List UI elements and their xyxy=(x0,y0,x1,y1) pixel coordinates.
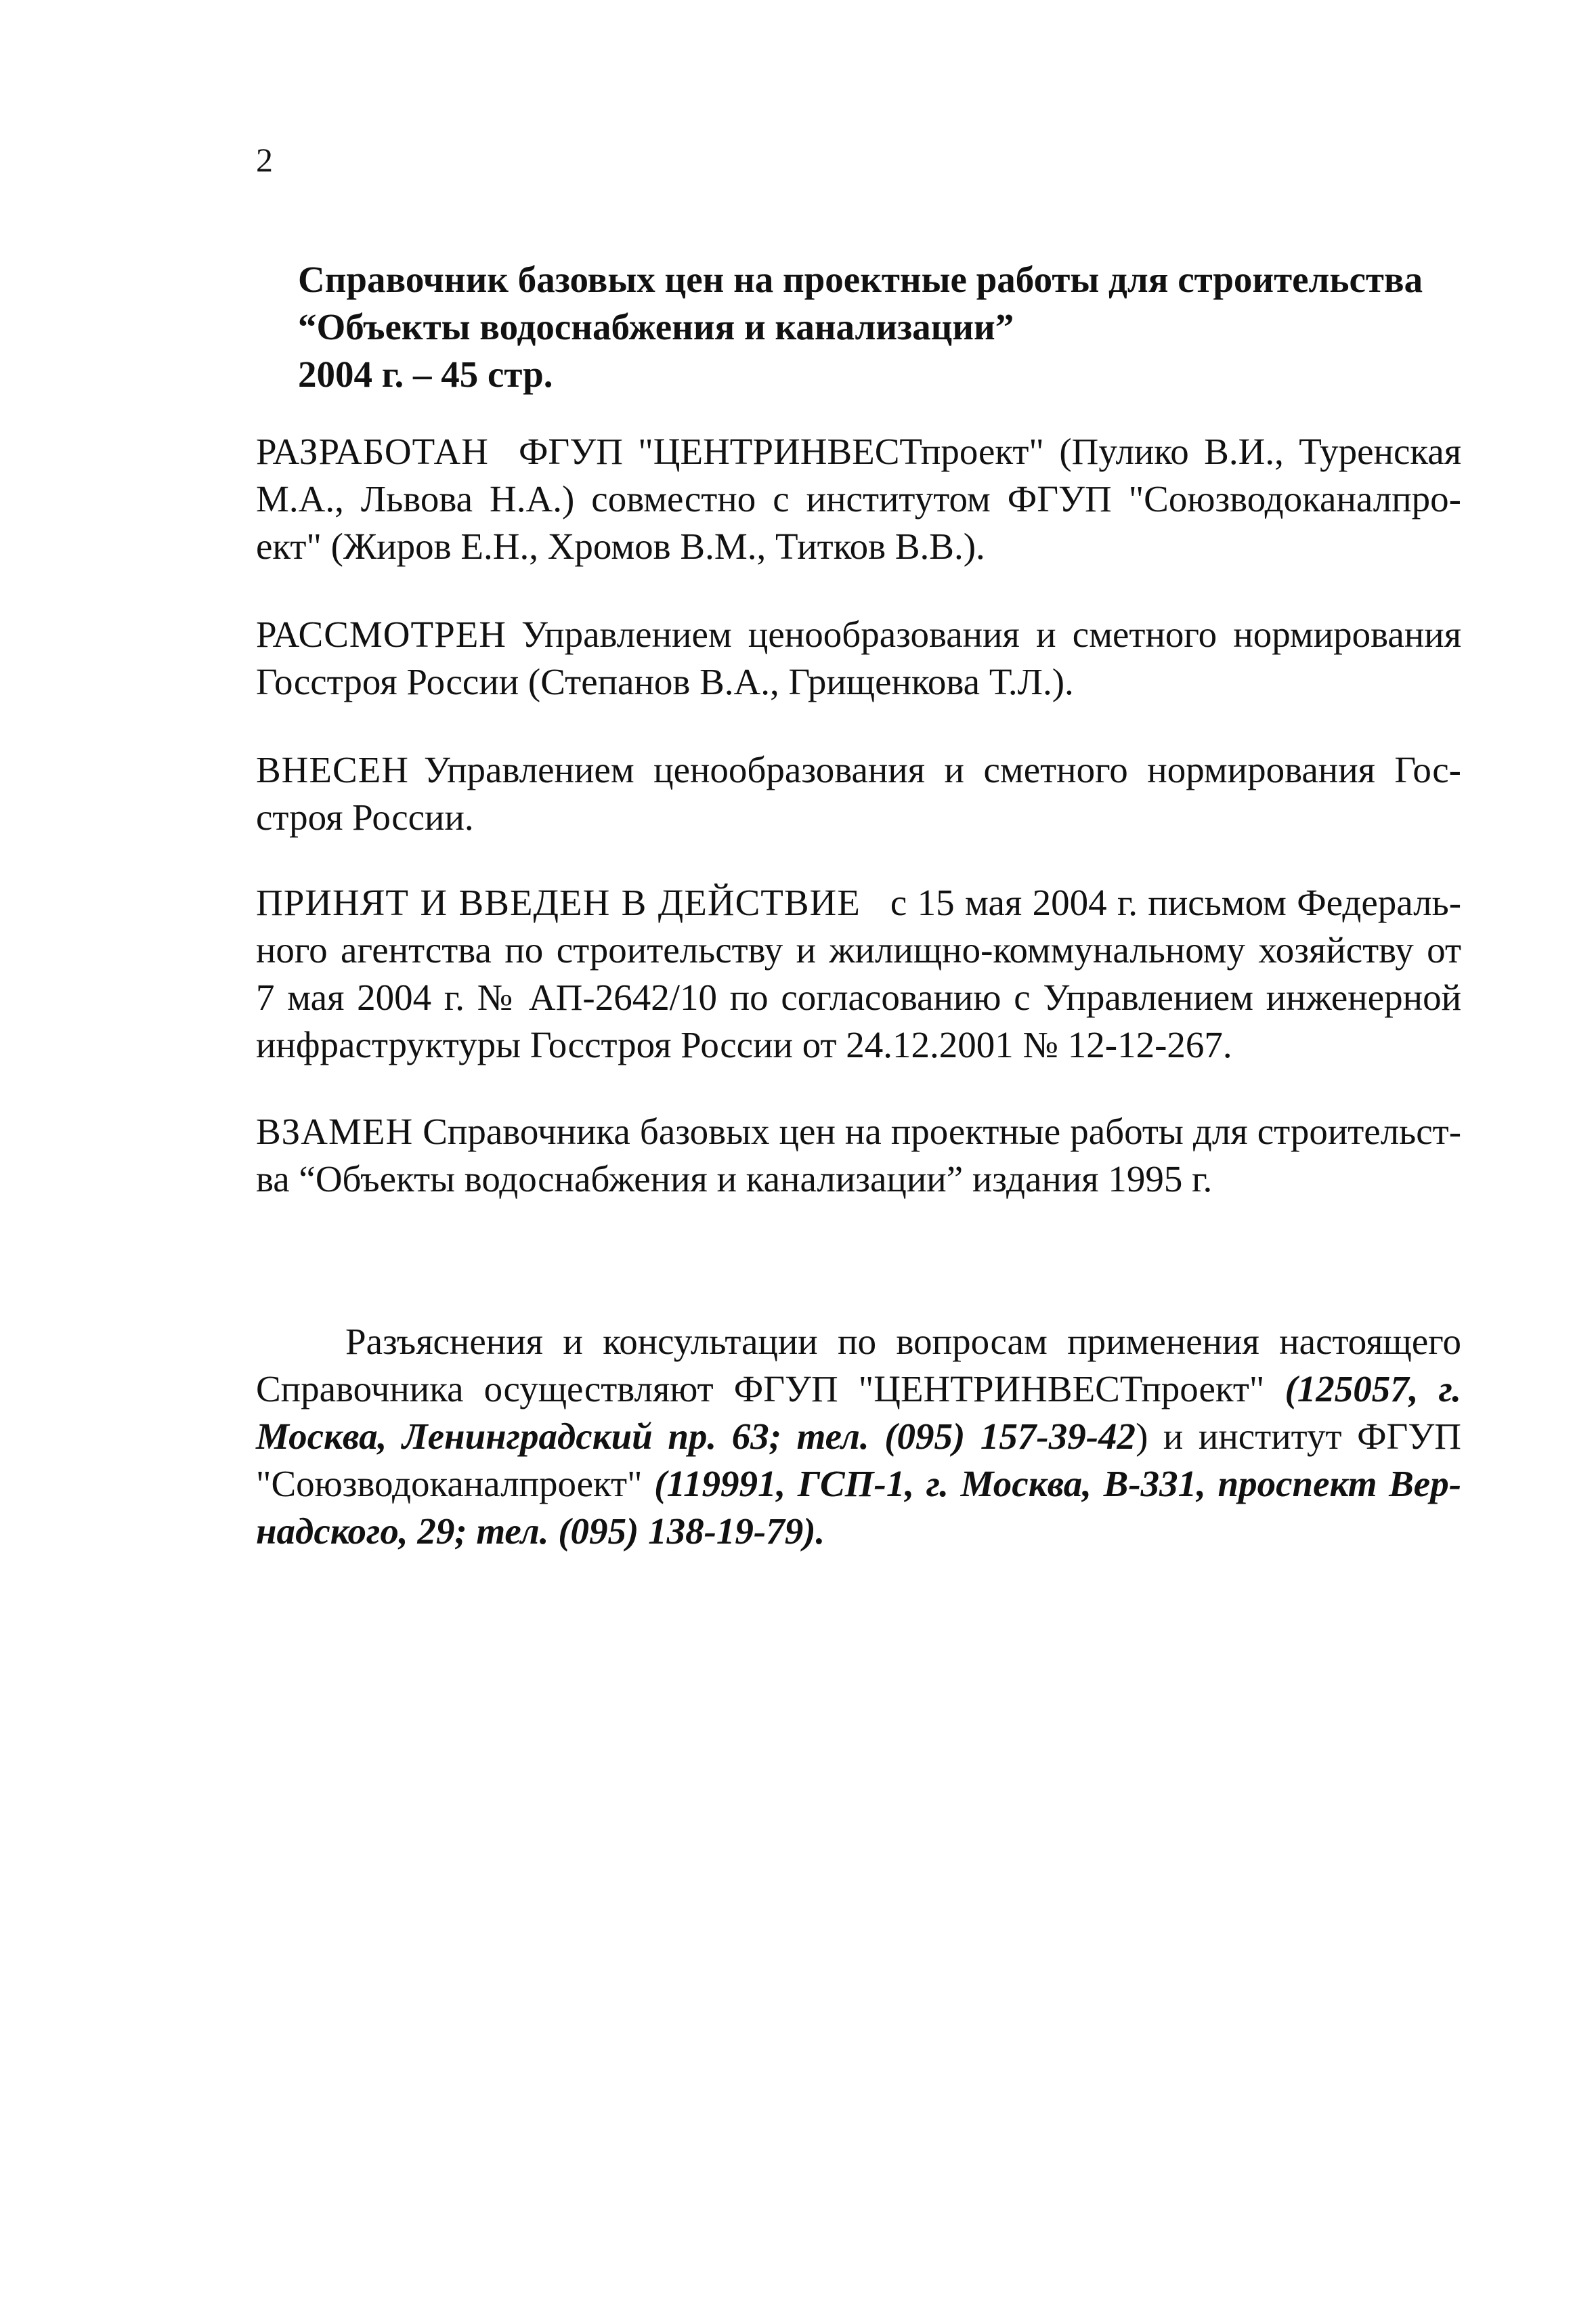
consultation-line-2 xyxy=(256,1365,1461,1413)
consultation-line-1-text: Разъяснения и консультации по вопросам применения настоящего xyxy=(345,1321,1461,1362)
developed-line-1 xyxy=(256,428,1461,475)
page-number: 2 xyxy=(256,141,273,179)
accepted-label: ПРИНЯТ И ВВЕДЕН В ДЕЙСТВИЕ xyxy=(256,882,861,923)
accepted-line-2: ного агентства по строительству и жилищно-коммунальному хозяйству от xyxy=(256,929,1461,971)
replaces-line-1-text: Справочника базовых цен на проектные работы для строительст- xyxy=(423,1111,1462,1152)
submitted-paragraph xyxy=(256,746,1461,841)
consultation-paragraph xyxy=(256,1318,1461,1555)
developed-line-1-text: ФГУП "ЦЕНТРИНВЕСТпроект" (Пулико В.И., Туренская xyxy=(518,431,1461,472)
consultation-line-3 xyxy=(256,1413,1461,1460)
consultation-line-5 xyxy=(256,1508,1461,1555)
accepted-paragraph xyxy=(256,879,1461,1069)
developer-address-end: Москва, Ленинградский пр. 63; тел. (095) 157-39-42 xyxy=(256,1416,1136,1457)
accepted-line-1 xyxy=(256,879,1461,927)
reviewed-label: РАССМОТРЕН xyxy=(256,614,507,655)
reviewed-line-2: Госстроя России (Степанов В.А., Грищенкова Т.Л.). xyxy=(256,661,1074,702)
accepted-line-3: 7 мая 2004 г. № АП-2642/10 по согласованию с Управлением инженерной xyxy=(256,977,1461,1018)
institute-address-start: (119991, ГСП-1, г. Москва, В-331, проспект Вер- xyxy=(654,1463,1462,1504)
title-line-1: Справочник базовых цен на проектные работы для строительства xyxy=(298,259,1423,300)
replaces-line-2: ва “Объекты водоснабжения и канализации” издания 1995 г. xyxy=(256,1158,1213,1200)
submitted-line-1 xyxy=(256,746,1461,794)
submitted-line-2: строя России. xyxy=(256,797,474,838)
consultation-line-4 xyxy=(256,1460,1461,1508)
document-title xyxy=(298,256,1517,398)
consultation-line-3-text: ) и институт ФГУП xyxy=(1136,1416,1461,1457)
developed-line-2: М.А., Львова Н.А.) совместно с институтом ФГУП "Союзводоканалпро- xyxy=(256,478,1461,519)
reviewed-line-1 xyxy=(256,611,1461,658)
title-line-2: “Объекты водоснабжения и канализации” xyxy=(298,306,1014,347)
reviewed-paragraph xyxy=(256,611,1461,706)
consultation-line-2-text: Справочника осуществляют ФГУП "ЦЕНТРИНВЕСТпроект" xyxy=(256,1368,1265,1409)
accepted-line-1-text: с 15 мая 2004 г. письмом Федераль- xyxy=(890,882,1462,923)
consultation-line-4-text: "Союзводоканалпроект" xyxy=(256,1463,643,1504)
replaces-label: ВЗАМЕН xyxy=(256,1111,414,1152)
developed-line-3: ект" (Жиров Е.Н., Хромов В.М., Титков В.В.). xyxy=(256,526,985,567)
developed-paragraph xyxy=(256,428,1461,570)
accepted-line-4: инфраструктуры Госстроя России от 24.12.2001 № 12-12-267. xyxy=(256,1024,1232,1065)
consultation-line-1 xyxy=(256,1318,1461,1365)
submitted-label: ВНЕСЕН xyxy=(256,749,409,790)
submitted-line-1-text: Управлением ценообразования и сметного нормирования Гос- xyxy=(424,749,1461,790)
institute-address-end: надского, 29; тел. (095) 138-19-79). xyxy=(256,1510,825,1552)
replaces-line-1 xyxy=(256,1108,1461,1155)
reviewed-line-1-text: Управлением ценообразования и сметного нормирования xyxy=(521,614,1461,655)
developed-label: РАЗРАБОТАН xyxy=(256,431,489,472)
title-line-3: 2004 г. – 45 стр. xyxy=(298,354,553,395)
developer-address-start: (125057, г. xyxy=(1285,1368,1461,1409)
replaces-paragraph xyxy=(256,1108,1461,1203)
